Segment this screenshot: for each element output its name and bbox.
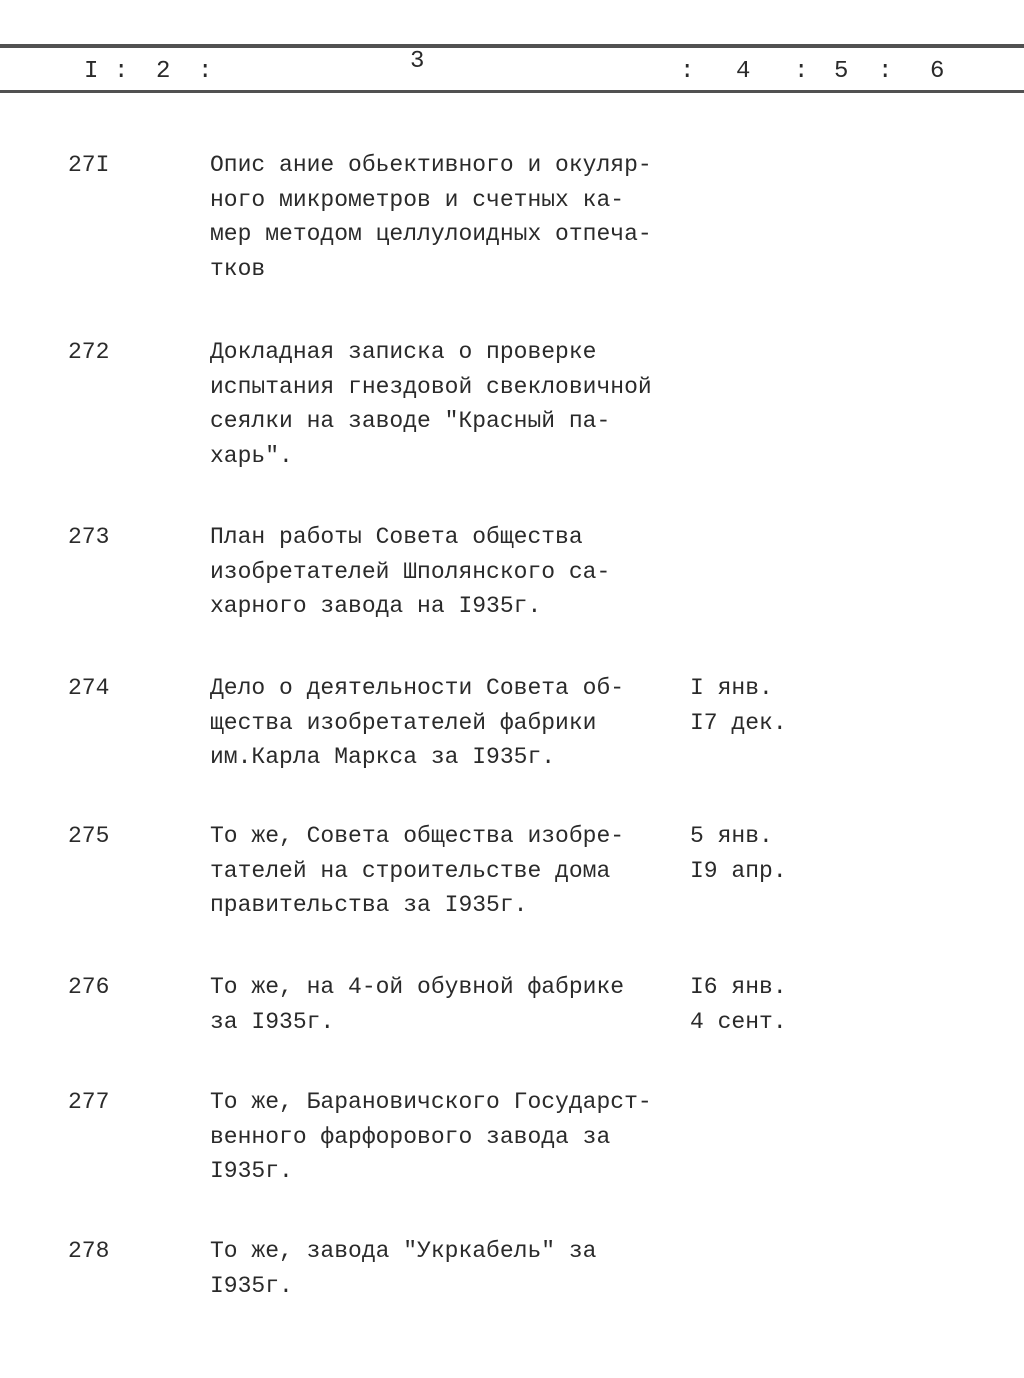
description-line: харь". bbox=[210, 442, 293, 469]
col-4-label: 4 bbox=[736, 58, 751, 85]
entry-description bbox=[210, 970, 624, 1039]
description-line: Опис ание обьективного и окуляр- bbox=[210, 152, 652, 178]
entry-dates bbox=[690, 970, 787, 1039]
description-line: То же, Совета общества изобре- bbox=[210, 823, 625, 849]
description-line: I935г. bbox=[210, 1272, 293, 1299]
entry-description bbox=[210, 671, 624, 775]
entry-number: 272 bbox=[68, 339, 110, 365]
description-line: Дело о деятельности Совета об- bbox=[210, 675, 625, 701]
date-line: I6 янв. bbox=[690, 974, 787, 1000]
description-line: мер методом целлулоидных отпеча- bbox=[210, 221, 652, 247]
entry-number: 275 bbox=[68, 823, 110, 849]
entry-dates bbox=[690, 671, 787, 740]
entry-number: 278 bbox=[68, 1238, 110, 1264]
description-line: правительства за I935г. bbox=[210, 892, 528, 918]
date-line: I янв. bbox=[690, 675, 773, 701]
description-line: щества изобретателей фабрики bbox=[210, 709, 597, 736]
description-line: I935г. bbox=[210, 1158, 293, 1184]
description-line: харного завода на I935г. bbox=[210, 593, 542, 619]
col-separator: : bbox=[114, 58, 129, 85]
description-line: План работы Совета общества bbox=[210, 524, 583, 550]
description-line: тателей на строительстве дома bbox=[210, 857, 611, 884]
entry-description bbox=[210, 335, 652, 473]
description-line: То же, завода "Укркабель" за bbox=[210, 1238, 597, 1264]
entry-description bbox=[210, 819, 624, 923]
col-3-label: 3 bbox=[410, 48, 425, 75]
date-line: 4 сент. bbox=[690, 1008, 787, 1035]
date-line: I7 дек. bbox=[690, 709, 787, 736]
entry-number: 276 bbox=[68, 974, 110, 1000]
entry-description bbox=[210, 148, 652, 286]
description-line: сеялки на заводе "Красный па- bbox=[210, 408, 611, 434]
description-line: за I935г. bbox=[210, 1008, 335, 1035]
entry-description bbox=[210, 1234, 596, 1303]
entry-description bbox=[210, 1085, 652, 1189]
entry-description bbox=[210, 520, 610, 624]
description-line: Докладная записка о проверке bbox=[210, 339, 597, 365]
description-line: То же, на 4-ой обувной фабрике bbox=[210, 974, 625, 1000]
header-top-rule bbox=[0, 44, 1024, 48]
col-separator: : bbox=[794, 58, 809, 85]
date-line: I9 апр. bbox=[690, 857, 787, 884]
description-line: изобретателей Шполянского са- bbox=[210, 558, 611, 585]
description-line: То же, Барановичского Государст- bbox=[210, 1089, 652, 1115]
entry-number: 274 bbox=[68, 675, 110, 701]
description-line: испытания гнездовой свекловичной bbox=[210, 373, 652, 400]
col-separator: : bbox=[198, 58, 213, 85]
entry-dates bbox=[690, 819, 787, 888]
col-5-label: 5 bbox=[834, 58, 849, 85]
description-line: венного фарфорового завода за bbox=[210, 1123, 611, 1150]
header-bottom-rule bbox=[0, 90, 1024, 93]
description-line: тков bbox=[210, 255, 266, 282]
col-separator: : bbox=[680, 58, 695, 85]
entry-number: 273 bbox=[68, 524, 110, 550]
col-2-label: 2 bbox=[156, 58, 171, 85]
entry-number: 277 bbox=[68, 1089, 110, 1115]
col-6-label: 6 bbox=[930, 58, 945, 85]
col-1-label: I bbox=[84, 58, 99, 85]
description-line: им.Карла Маркса за I935г. bbox=[210, 744, 556, 770]
date-line: 5 янв. bbox=[690, 823, 773, 849]
description-line: ного микрометров и счетных ка- bbox=[210, 186, 625, 213]
entry-number: 27I bbox=[68, 152, 110, 178]
col-separator: : bbox=[878, 58, 893, 85]
